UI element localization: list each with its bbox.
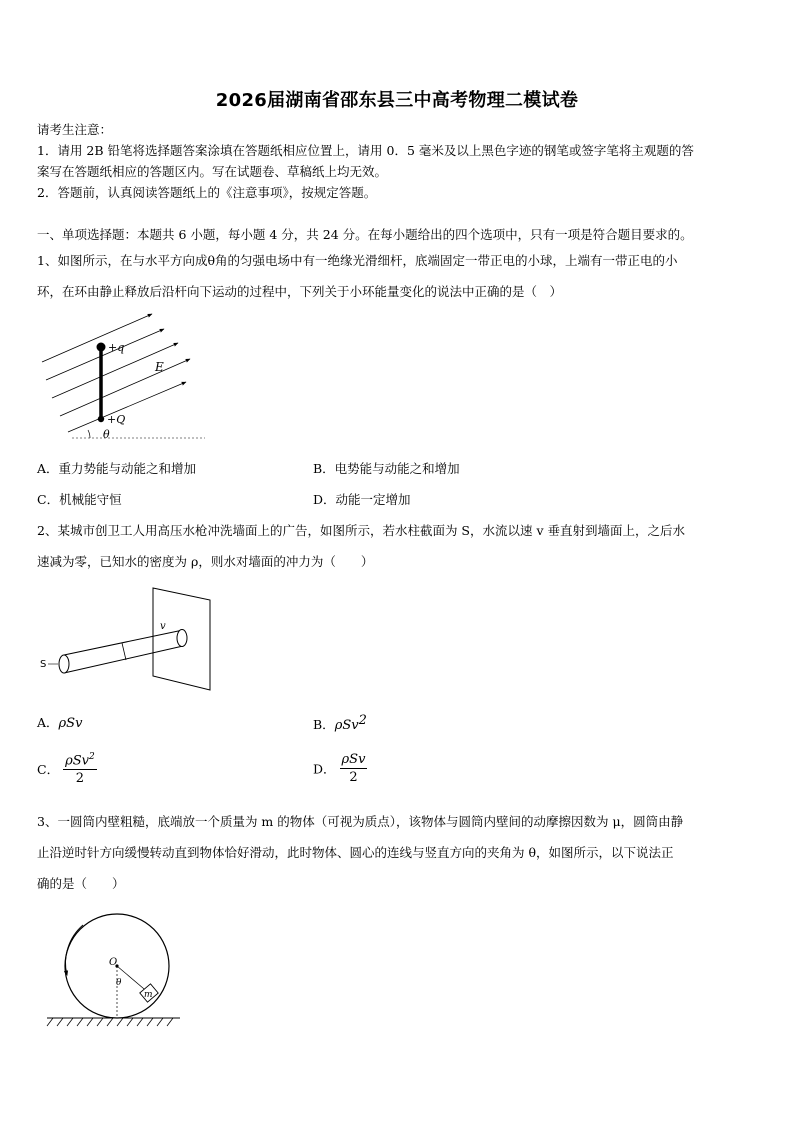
q1-stem-a: 1、如图所示，在与水平方向成θ角的匀强电场中有一绝缘光滑细杆，底端固定一带正电的小球，上端有一带正电的小: [37, 253, 678, 268]
nozzle-end: [177, 630, 187, 647]
q3-stem-a: 3、一圆筒内壁粗糙，底端放一个质量为 m 的物体（可视为质点），该物体与圆筒内壁间的动摩擦因数为 μ，圆筒由静: [37, 814, 684, 829]
q3-stem-b: 止沿逆时针方向缓慢转动直到物体恰好滑动，此时物体、圆心的连线与竖直方向的夹角为 θ，如图所示，以下说法正: [37, 845, 674, 860]
q2-stem-a: 2、某城市创卫工人用高压水枪冲洗墙面上的广告，如图所示，若水柱截面为 S，水流以速 v 垂直射到墙面上，之后水: [37, 523, 686, 538]
pipe-end: [59, 655, 69, 673]
notice-item-1b: 案写在答题纸相应的答题区内。写在试题卷、草稿纸上均无效。: [37, 164, 388, 179]
label-theta: θ: [103, 428, 110, 441]
q1-stem-b: 环，在环由静止释放后沿杆向下运动的过程中，下列关于小环能量变化的说法中正确的是（ ）: [37, 284, 563, 299]
ball-bottom: [98, 416, 104, 422]
label-m: m: [144, 990, 153, 1000]
q1-option-a[interactable]: A．重力势能与动能之和增加: [37, 461, 197, 476]
pipe-joint: [122, 643, 126, 660]
label-q: +q: [108, 341, 125, 354]
label-E: E: [155, 360, 164, 374]
notice-item-2: 2．答题前，认真阅读答题纸上的《注意事项》，按规定答题。: [37, 185, 377, 200]
label-theta: θ: [116, 978, 122, 988]
ring-top: [97, 343, 106, 352]
label-v: v: [160, 621, 166, 632]
q2-option-d[interactable]: D． $\frac{\text{ρSv}}{2}$: [313, 752, 366, 785]
q1-option-d[interactable]: D．动能一定增加: [313, 492, 411, 507]
label-O: O: [109, 957, 118, 968]
q2-figure: [38, 586, 218, 691]
q1-option-b[interactable]: B．电势能与动能之和增加: [313, 461, 460, 476]
q2-option-c[interactable]: C． $\frac{\rho Sv^2}{2}$: [37, 752, 95, 787]
angle-arc: [88, 430, 90, 438]
q2-option-a[interactable]: A．ρSv: [37, 715, 83, 731]
page-title: 2026届湖南省邵东县三中高考物理二模试卷: [215, 90, 579, 111]
q1-option-c[interactable]: C．机械能守恒: [37, 492, 122, 507]
notice-item-1a: 1．请用 2B 铅笔将选择题答案涂填在答题纸相应位置上，请用 0．5 毫米及以上黑色字迹的钢笔或签字笔将主观题的答: [37, 143, 694, 158]
notice-heading: 请考生注意：: [37, 122, 113, 137]
ground-hatch: [47, 1018, 173, 1026]
q1-figure: [40, 310, 210, 445]
q2-option-b[interactable]: B．ρSv$^2$: [313, 713, 367, 734]
q3-figure: [45, 905, 185, 1030]
section-heading: 一、单项选择题：本题共 6 小题，每小题 4 分，共 24 分。在每小题给出的四个选项中，只有一项是符合题目要求的。: [37, 227, 693, 242]
label-S: S: [40, 659, 47, 670]
q2-stem-b: 速减为零，已知水的密度为 ρ，则水对墙面的冲力为（ ）: [37, 554, 374, 569]
q3-stem-c: 确的是（ ）: [37, 876, 125, 891]
label-Q: +Q: [107, 413, 126, 426]
